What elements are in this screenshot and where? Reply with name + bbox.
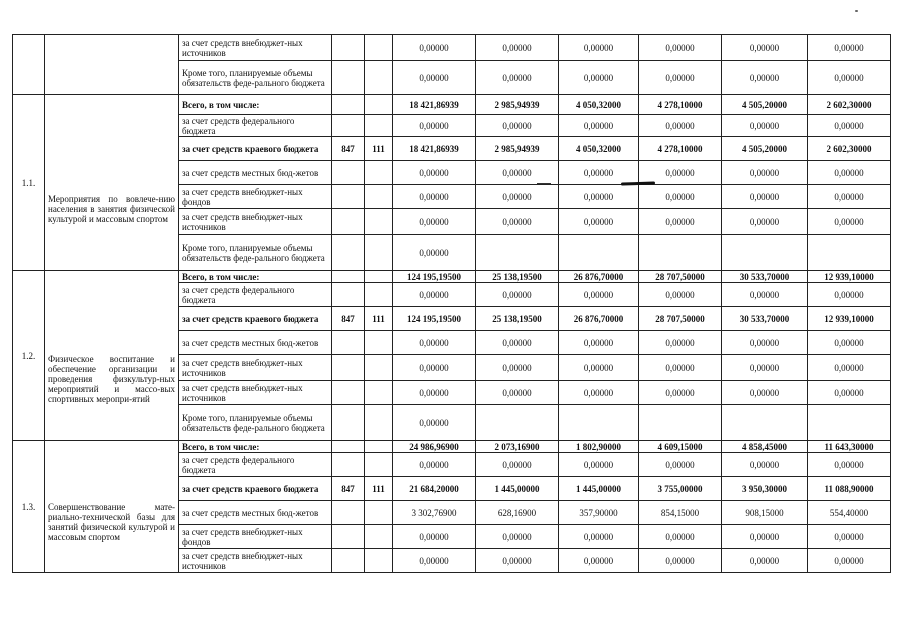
amount-cell: 0,00000 [808,355,891,381]
pen-dash [537,183,551,184]
section-name: Физическое воспитание и обеспечение организации и проведения физкультур-ных мероприятий и массо-вых спортивных меропри-ятий [45,271,179,441]
funding-source-label: за счет средств федерального бюджета [179,115,332,137]
amount-cell [808,235,891,271]
amount-cell: 2 602,30000 [808,95,891,115]
amount-cell [476,405,559,441]
amount-cell: 0,00000 [393,405,476,441]
budget-code-grbs [332,501,365,525]
amount-cell: 0,00000 [476,115,559,137]
budget-code-program [365,331,393,355]
amount-cell: 0,00000 [393,331,476,355]
amount-cell: 28 707,50000 [639,307,722,331]
amount-cell: 24 986,96900 [393,441,476,453]
amount-cell: 3 950,30000 [722,477,808,501]
amount-cell: 0,00000 [476,61,559,95]
amount-cell: 11 088,90000 [808,477,891,501]
amount-cell: 0,00000 [559,283,639,307]
section-number: 1.3. [13,441,45,573]
funding-source-label: за счет средств федерального бюджета [179,453,332,477]
amount-cell: 0,00000 [722,355,808,381]
amount-cell: 26 876,70000 [559,271,639,283]
budget-code-grbs [332,209,365,235]
amount-cell [722,405,808,441]
amount-cell: 0,00000 [559,549,639,573]
amount-cell: 4 609,15000 [639,441,722,453]
amount-cell: 0,00000 [639,355,722,381]
budget-code-program [365,209,393,235]
amount-cell: 0,00000 [808,525,891,549]
amount-cell: 18 421,86939 [393,137,476,161]
funding-source-label: за счет средств краевого бюджета [179,137,332,161]
amount-cell: 28 707,50000 [639,271,722,283]
budget-code-program: 111 [365,307,393,331]
budget-code-program [365,115,393,137]
budget-code-grbs [332,35,365,61]
budget-table-body [13,35,891,573]
funding-source-label: Кроме того, планируемые объемы обязательств феде-рального бюджета [179,61,332,95]
funding-source-label: Всего, в том числе: [179,441,332,453]
budget-code-grbs [332,453,365,477]
amount-cell: 2 073,16900 [476,441,559,453]
budget-code-grbs [332,283,365,307]
funding-source-label: за счет средств местных бюд-жетов [179,161,332,185]
amount-cell: 0,00000 [639,115,722,137]
amount-cell: 0,00000 [476,35,559,61]
budget-code-program [365,453,393,477]
amount-cell: 0,00000 [393,185,476,209]
amount-cell: 0,00000 [393,61,476,95]
amount-cell: 12 939,10000 [808,271,891,283]
amount-cell: 0,00000 [559,209,639,235]
section-name: Мероприятия по вовлече-нию населения в занятия физической культурой и массовым спортом [45,95,179,271]
budget-code-grbs: 847 [332,477,365,501]
amount-cell: 18 421,86939 [393,95,476,115]
amount-cell: 0,00000 [722,381,808,405]
budget-code-grbs [332,405,365,441]
amount-cell: 30 533,70000 [722,307,808,331]
amount-cell: 0,00000 [476,453,559,477]
section-number: 1.1. [13,95,45,271]
budget-code-program [365,441,393,453]
amount-cell: 0,00000 [559,185,639,209]
amount-cell: 25 138,19500 [476,271,559,283]
amount-cell: 11 643,30000 [808,441,891,453]
section-number: 1.2. [13,271,45,441]
amount-cell: 908,15000 [722,501,808,525]
amount-cell: 0,00000 [722,331,808,355]
budget-code-grbs [332,525,365,549]
budget-code-program [365,185,393,209]
funding-source-label: за счет средств внебюджет-ных фондов [179,185,332,209]
budget-code-program [365,355,393,381]
budget-code-program [365,405,393,441]
budget-code-program [365,525,393,549]
budget-code-grbs [332,549,365,573]
amount-cell [808,405,891,441]
budget-code-grbs [332,235,365,271]
funding-source-label: за счет средств внебюджет-ных источников [179,355,332,381]
amount-cell: 0,00000 [476,381,559,405]
budget-table [12,34,891,573]
amount-cell: 0,00000 [559,355,639,381]
amount-cell: 124 195,19500 [393,307,476,331]
budget-code-program [365,95,393,115]
amount-cell: 0,00000 [808,453,891,477]
amount-cell: 0,00000 [722,525,808,549]
funding-source-label: Всего, в том числе: [179,95,332,115]
amount-cell: 4 050,32000 [559,137,639,161]
amount-cell: 0,00000 [476,185,559,209]
amount-cell [476,235,559,271]
section-number [13,35,45,95]
amount-cell: 0,00000 [808,35,891,61]
amount-cell: 854,15000 [639,501,722,525]
amount-cell: 0,00000 [808,61,891,95]
budget-code-program [365,61,393,95]
table-row [13,271,891,283]
budget-code-program [365,235,393,271]
budget-code-grbs [332,441,365,453]
amount-cell: 0,00000 [639,61,722,95]
amount-cell: 0,00000 [722,453,808,477]
section-name [45,35,179,95]
scan-speck [855,10,858,12]
amount-cell: 0,00000 [559,61,639,95]
amount-cell: 0,00000 [476,525,559,549]
budget-code-program [365,271,393,283]
budget-code-grbs [332,185,365,209]
budget-code-grbs [332,161,365,185]
amount-cell: 4 278,10000 [639,137,722,161]
amount-cell: 4 278,10000 [639,95,722,115]
budget-code-grbs [332,95,365,115]
amount-cell: 0,00000 [639,283,722,307]
budget-code-program [365,283,393,307]
amount-cell [722,235,808,271]
budget-code-program [365,549,393,573]
amount-cell: 0,00000 [808,331,891,355]
amount-cell: 0,00000 [639,185,722,209]
amount-cell: 0,00000 [559,115,639,137]
amount-cell: 26 876,70000 [559,307,639,331]
amount-cell: 0,00000 [808,185,891,209]
amount-cell: 0,00000 [722,549,808,573]
amount-cell: 1 445,00000 [559,477,639,501]
table-row [13,95,891,115]
amount-cell: 0,00000 [639,549,722,573]
amount-cell: 0,00000 [639,381,722,405]
amount-cell: 0,00000 [393,381,476,405]
amount-cell: 0,00000 [559,453,639,477]
funding-source-label: за счет средств внебюджет-ных источников [179,209,332,235]
amount-cell: 0,00000 [808,209,891,235]
funding-source-label: за счет средств внебюджет-ных источников [179,381,332,405]
amount-cell: 0,00000 [808,381,891,405]
amount-cell: 1 445,00000 [476,477,559,501]
amount-cell: 0,00000 [476,331,559,355]
funding-source-label: Кроме того, планируемые объемы обязательств феде-рального бюджета [179,405,332,441]
amount-cell: 554,40000 [808,501,891,525]
amount-cell: 0,00000 [639,453,722,477]
amount-cell: 0,00000 [722,61,808,95]
budget-code-grbs: 847 [332,307,365,331]
funding-source-label: за счет средств местных бюд-жетов [179,501,332,525]
amount-cell: 124 195,19500 [393,271,476,283]
amount-cell: 0,00000 [559,525,639,549]
amount-cell: 0,00000 [559,161,639,185]
amount-cell: 0,00000 [559,381,639,405]
budget-code-grbs [332,61,365,95]
amount-cell: 30 533,70000 [722,271,808,283]
budget-code-grbs [332,381,365,405]
amount-cell: 0,00000 [393,115,476,137]
amount-cell: 0,00000 [476,355,559,381]
funding-source-label: за счет средств краевого бюджета [179,477,332,501]
amount-cell: 21 684,20000 [393,477,476,501]
amount-cell: 0,00000 [393,453,476,477]
budget-code-grbs [332,271,365,283]
amount-cell: 0,00000 [639,161,722,185]
budget-code-program: 111 [365,137,393,161]
amount-cell: 4 505,20000 [722,137,808,161]
amount-cell: 0,00000 [808,549,891,573]
amount-cell: 0,00000 [393,235,476,271]
amount-cell [559,405,639,441]
amount-cell [639,405,722,441]
amount-cell: 0,00000 [722,35,808,61]
budget-code-program [365,501,393,525]
budget-code-program [365,35,393,61]
amount-cell: 0,00000 [393,161,476,185]
amount-cell: 0,00000 [393,209,476,235]
amount-cell: 628,16900 [476,501,559,525]
table-row [13,35,891,61]
amount-cell: 0,00000 [722,161,808,185]
amount-cell: 1 802,90000 [559,441,639,453]
amount-cell: 3 755,00000 [639,477,722,501]
budget-code-program [365,161,393,185]
amount-cell: 0,00000 [559,331,639,355]
amount-cell: 4 505,20000 [722,95,808,115]
amount-cell: 0,00000 [393,35,476,61]
amount-cell: 357,90000 [559,501,639,525]
amount-cell: 0,00000 [639,331,722,355]
amount-cell [639,235,722,271]
amount-cell: 25 138,19500 [476,307,559,331]
funding-source-label: Всего, в том числе: [179,271,332,283]
amount-cell: 4 858,45000 [722,441,808,453]
amount-cell: 0,00000 [722,209,808,235]
amount-cell: 0,00000 [722,115,808,137]
funding-source-label: Кроме того, планируемые объемы обязательств феде-рального бюджета [179,235,332,271]
budget-code-program: 111 [365,477,393,501]
funding-source-label: за счет средств внебюджет-ных источников [179,549,332,573]
amount-cell: 3 302,76900 [393,501,476,525]
amount-cell: 0,00000 [476,209,559,235]
amount-cell: 0,00000 [476,161,559,185]
amount-cell: 2 985,94939 [476,137,559,161]
amount-cell: 0,00000 [393,355,476,381]
amount-cell: 2 985,94939 [476,95,559,115]
amount-cell: 0,00000 [722,283,808,307]
amount-cell: 12 939,10000 [808,307,891,331]
budget-code-grbs [332,355,365,381]
amount-cell: 0,00000 [808,161,891,185]
funding-source-label: за счет средств федерального бюджета [179,283,332,307]
amount-cell: 0,00000 [639,209,722,235]
amount-cell: 0,00000 [393,283,476,307]
section-name: Совершенствование мате-риально-технической базы для занятий физической культурой и массовым спортом [45,441,179,573]
budget-code-program [365,381,393,405]
amount-cell: 0,00000 [559,35,639,61]
budget-code-grbs [332,331,365,355]
funding-source-label: за счет средств внебюджет-ных фондов [179,525,332,549]
funding-source-label: за счет средств внебюджет-ных источников [179,35,332,61]
amount-cell [559,235,639,271]
budget-code-grbs [332,115,365,137]
amount-cell: 0,00000 [639,525,722,549]
amount-cell: 0,00000 [476,549,559,573]
amount-cell: 4 050,32000 [559,95,639,115]
amount-cell: 0,00000 [393,549,476,573]
amount-cell: 0,00000 [639,35,722,61]
funding-source-label: за счет средств местных бюд-жетов [179,331,332,355]
amount-cell: 0,00000 [722,185,808,209]
table-row [13,441,891,453]
amount-cell: 0,00000 [808,115,891,137]
amount-cell: 0,00000 [476,283,559,307]
budget-code-grbs: 847 [332,137,365,161]
amount-cell: 2 602,30000 [808,137,891,161]
amount-cell: 0,00000 [393,525,476,549]
amount-cell: 0,00000 [808,283,891,307]
funding-source-label: за счет средств краевого бюджета [179,307,332,331]
